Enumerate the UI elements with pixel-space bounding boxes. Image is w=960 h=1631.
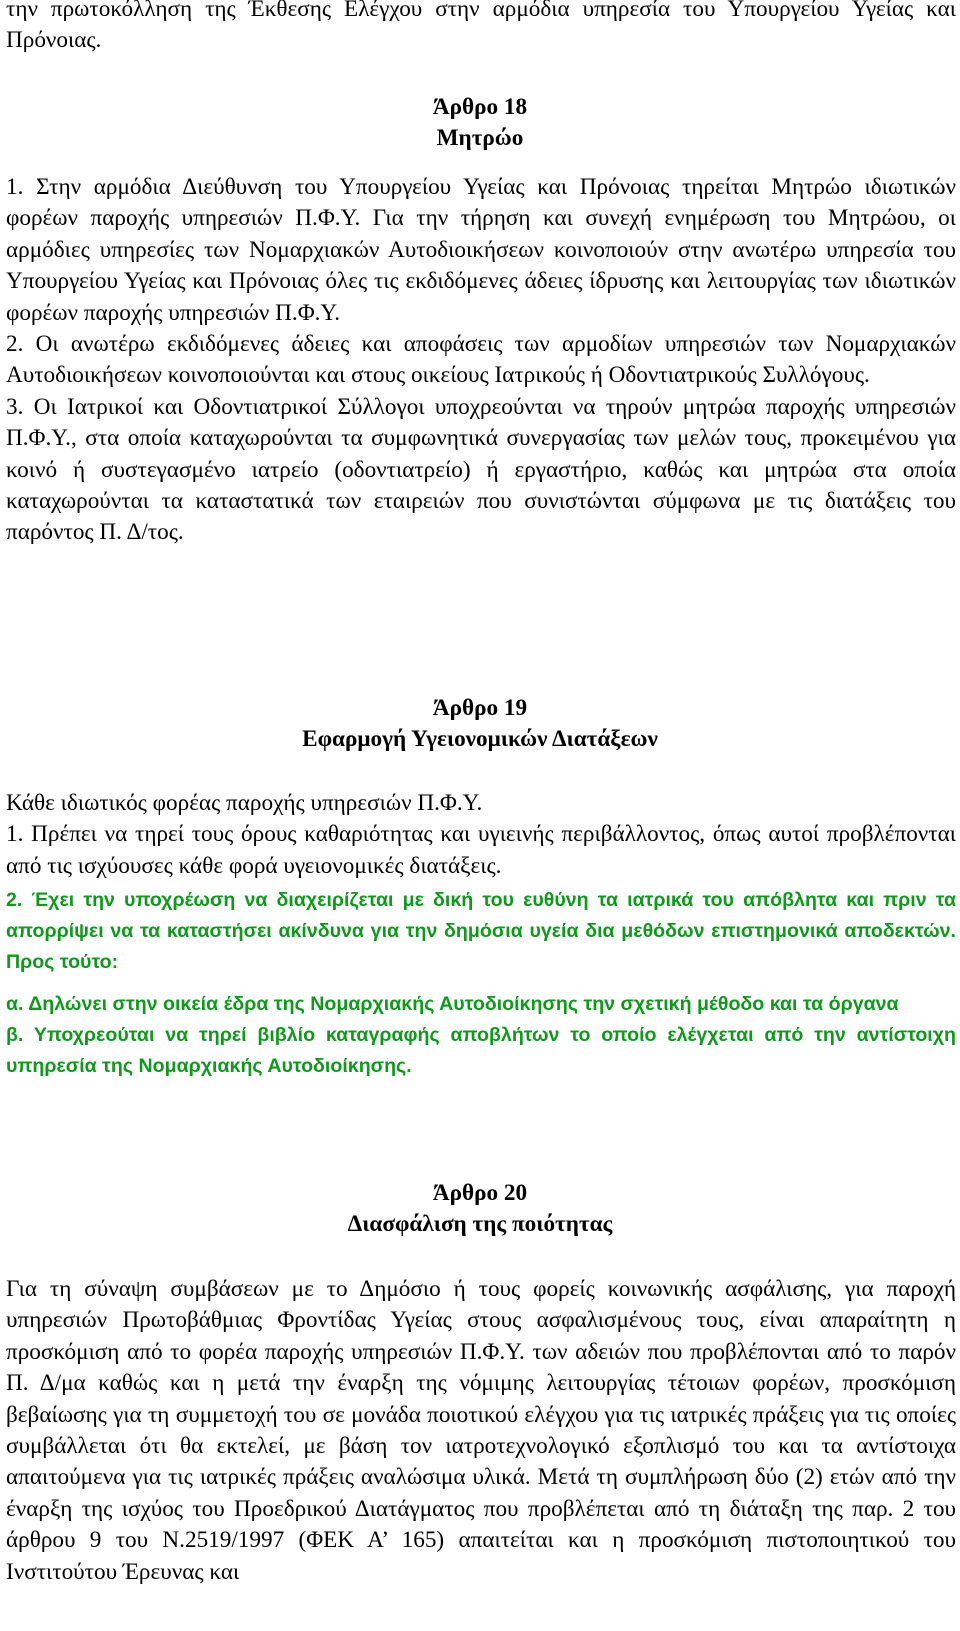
intro-paragraph	[6, 0, 956, 57]
article-18-paragraph-3: 3. Οι Ιατρικοί και Οδοντιατρικοί Σύλλογοι υποχρεούνται να τηρούν μητρώα παροχής υπηρεσιών Π.Φ.Υ., στα οποία καταχωρούνται τα συμφωνητικά συνεργασίας των μελών τους, προκειμένου για κοινό ή συστεγασμένο ιατρείο (οδοντιατρείο) ή εργαστήριο, καθώς και μητρώα στα οποία καταχωρούνται τα καταστατικά των εταιρειών που συνιστώνται σύμφωνα με τις διατάξεις του παρόντος Π. Δ/τος.	[6, 393, 956, 546]
article-19-number: Άρθρο 19	[432, 695, 528, 721]
article-18-body	[6, 172, 956, 549]
article-19-body	[6, 788, 956, 882]
article-18-title: Μητρώο	[436, 125, 524, 152]
article-19-item-a: α. Δηλώνει στην οικεία έδρα της Νομαρχιακής Αυτοδιοίκησης την σχετική μέθοδο και τα όργανα	[6, 992, 899, 1015]
article-18-paragraph-2: 2. Οι ανωτέρω εκδιδόμενες άδειες και αποφάσεις των αρμοδίων υπηρεσιών των Νομαρχιακών Αυτοδιοικήσεων κοινοποιούνται και στους οικείους Ιατρικούς ή Οδοντιατρικούς Συλλόγους.	[6, 331, 956, 389]
article-19-lead: Κάθε ιδιωτικός φορέας παροχής υπηρεσιών Π.Φ.Υ.	[6, 790, 483, 816]
article-20-title: Διασφάλιση της ποιότητας	[347, 1211, 613, 1238]
article-19-item-b: β. Υποχρεούται να τηρεί βιβλίο καταγραφής αποβλήτων το οποίο ελέγχεται από την αντίστοιχη υπηρεσία της Νομαρχιακής Αυτοδιοίκησης.	[6, 1023, 956, 1078]
article-19-paragraph-2: 2. Έχει την υποχρέωση να διαχειρίζεται με δική του ευθύνη τα ιατρικά του απόβλητα και πριν τα απορρίψει να τα καταστήσει ακίνδυνα για την δημόσια υγεία δια μεθόδων επιστημονικά αποδεκτών. Προς τούτο:	[6, 889, 956, 974]
article-20-heading	[0, 1178, 960, 1241]
article-19-highlighted-section	[6, 885, 956, 1082]
article-18-paragraph-1: 1. Στην αρμόδια Διεύθυνση του Υπουργείου Υγείας και Πρόνοιας τηρείται Μητρώο ιδιωτικών φορέων παροχής υπηρεσιών Π.Φ.Υ. Για την τήρηση και συνεχή ενημέρωση του Μητρώου, οι αρμόδιες υπηρεσίες των Νομαρχιακών Αυτοδιοικήσεων κοινοποιούν στην ανωτέρω υπηρεσία του Υπουργείου Υγείας και Πρόνοιας όλες τις εκδιδόμενες άδειες ίδρυσης και λειτουργίας των ιδιωτικών φορέων παροχής υπηρεσιών Π.Φ.Υ.	[6, 174, 956, 326]
intro-text: την πρωτοκόλληση της Έκθεσης Ελέγχου στην αρμόδια υπηρεσία του Υπουργείου Υγείας και Πρόνοιας.	[6, 0, 956, 54]
article-19-title: Εφαρμογή Υγειονομικών Διατάξεων	[302, 726, 658, 753]
article-20-body	[6, 1274, 956, 1588]
article-18-heading	[0, 92, 960, 155]
article-18-number: Άρθρο 18	[432, 94, 528, 120]
article-19-paragraph-1: 1. Πρέπει να τηρεί τους όρους καθαριότητας και υγιεινής περιβάλλοντος, όπως αυτοί προβλέπονται από τις ισχύουσες κάθε φορά υγειονομικές διατάξεις.	[6, 821, 956, 879]
article-20-paragraph: Για τη σύναψη συμβάσεων με το Δημόσιο ή τους φορείς κοινωνικής ασφάλισης, για παροχή υπηρεσιών Πρωτοβάθμιας Φροντίδας Υγείας στους ασφαλισμένους τους, είναι απαραίτητη η προσκόμιση από το φορέα παροχής υπηρεσιών Π.Φ.Υ. των αδειών που προβλέπονται από το παρόν Π. Δ/μα καθώς και η μετά την έναρξη της νόμιμης λειτουργίας τέτοιων φορέων, προσκόμιση βεβαίωσης για τη συμμετοχή του σε μονάδα ποιοτικού ελέγχου για τις ιατρικές πράξεις για τις οποίες συμβάλλεται ότι θα εκτελεί, με βάση τον ιατροτεχνολογικό εξοπλισμό του και τα αντίστοιχα απαιτούμενα για τις ιατρικές πράξεις αναλώσιμα υλικά. Μετά τη συμπλήρωση δύο (2) ετών από την έναρξη της ισχύος του Προεδρικού Διατάγματος που προβλέπεται από τη διάταξη της παρ. 2 του άρθρου 9 του Ν.2519/1997 (ΦΕΚ Α’ 165) απαιτείται και η προσκόμιση πιστοποιητικού του Ινστιτούτου Έρευνας και	[6, 1276, 956, 1585]
article-20-number: Άρθρο 20	[432, 1180, 528, 1206]
article-19-heading	[0, 693, 960, 756]
